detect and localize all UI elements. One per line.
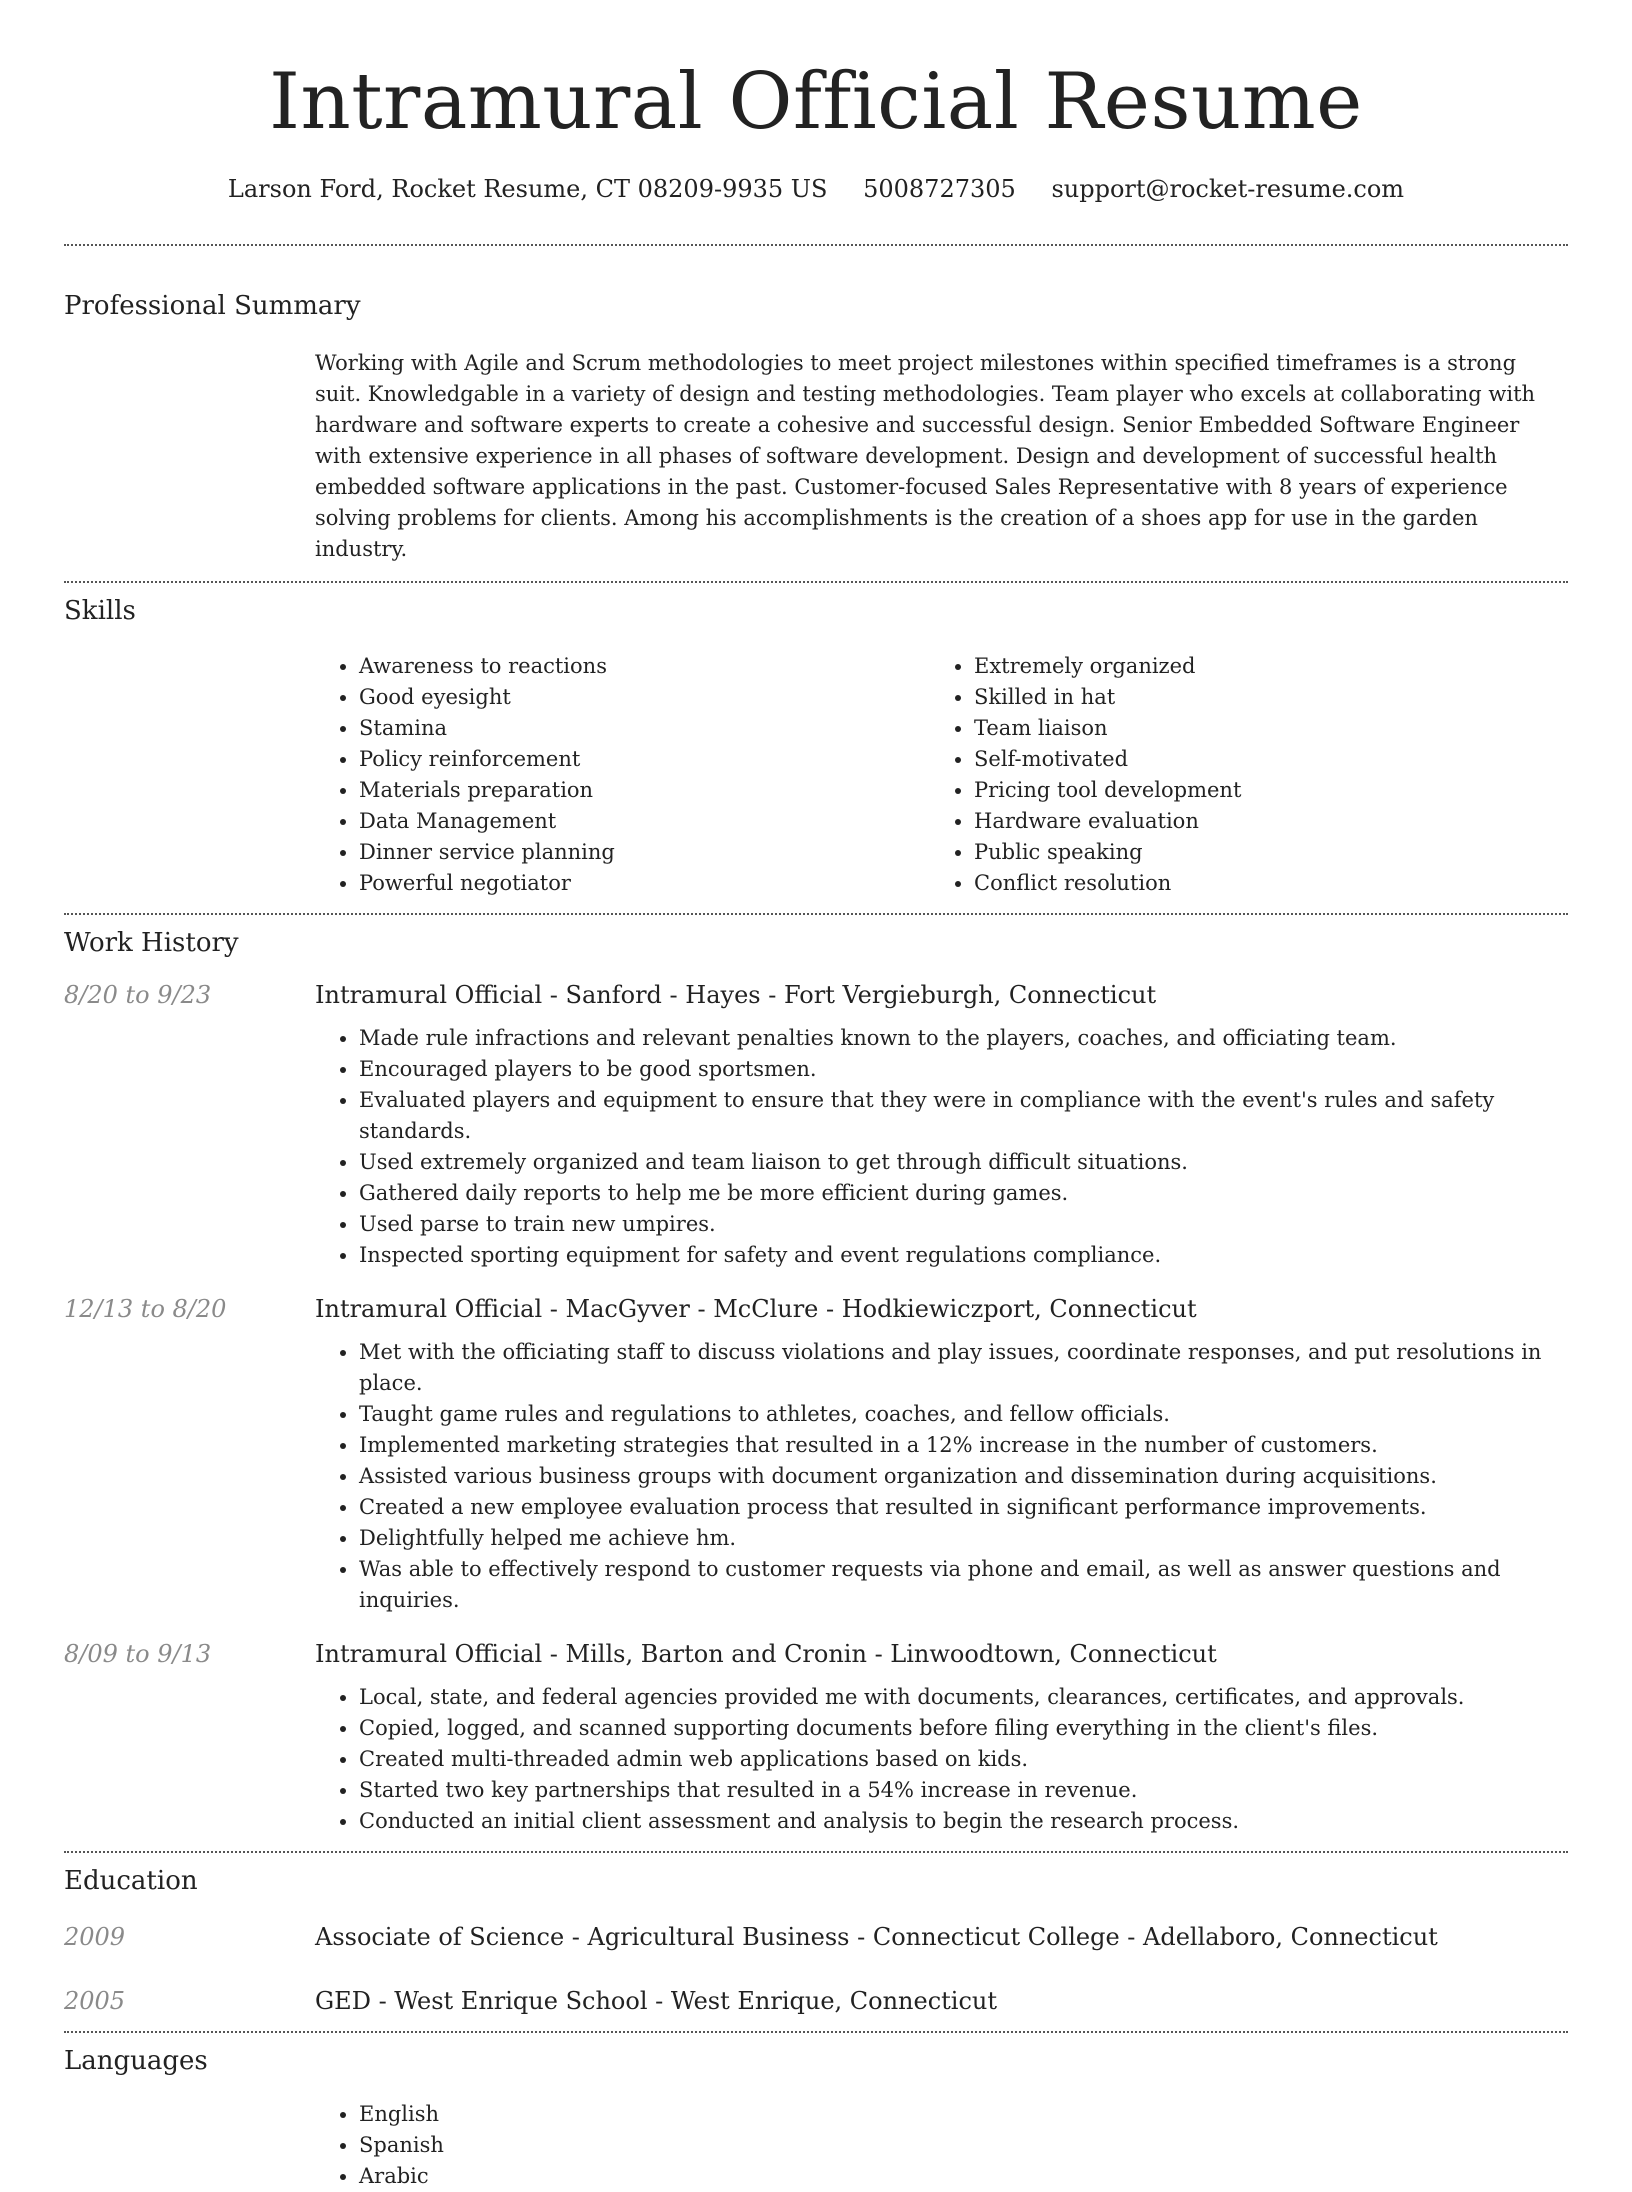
section-divider xyxy=(64,244,1568,246)
job-entry xyxy=(64,977,1568,1271)
job-bullet: • Used extremely organized and team liaison to get through difficult situations. xyxy=(359,1147,1568,1178)
skill-item: • Skilled in hat xyxy=(974,682,1545,713)
job-dates: 8/20 to 9/23 xyxy=(64,981,212,1009)
job-bullet: • Met with the officiating staff to discuss violations and play issues, coordinate responses, and put resolutions in place. xyxy=(359,1337,1568,1399)
education-section xyxy=(64,1863,1568,2031)
job-bullet: • Created multi-threaded admin web applications based on kids. xyxy=(359,1744,1568,1775)
skill-item: • Pricing tool development xyxy=(974,775,1545,806)
education-year: 2009 xyxy=(64,1923,126,1951)
job-bullet: • Local, state, and federal agencies provided me with documents, clearances, certificates, and approvals. xyxy=(359,1682,1568,1713)
language-item: • Arabic xyxy=(359,2161,1568,2192)
section-title-work: Work History xyxy=(64,928,239,958)
job-bullet: • Conducted an initial client assessment and analysis to begin the research process. xyxy=(359,1806,1568,1837)
job-entry xyxy=(64,1636,1568,1837)
job-dates: 8/09 to 9/13 xyxy=(64,1640,212,1668)
job-bullet: • Was able to effectively respond to customer requests via phone and email, as well as answer questions and inquiries. xyxy=(359,1554,1568,1616)
job-bullet: • Used parse to train new umpires. xyxy=(359,1209,1568,1240)
job-entry xyxy=(64,1291,1568,1616)
job-bullet: • Gathered daily reports to help me be more efficient during games. xyxy=(359,1178,1568,1209)
job-bullet: • Taught game rules and regulations to athletes, coaches, and fellow officials. xyxy=(359,1399,1568,1430)
language-list xyxy=(315,2099,1568,2192)
education-entry xyxy=(64,1983,1568,2019)
job-bullet: • Implemented marketing strategies that resulted in a 12% increase in the number of customers. xyxy=(359,1430,1568,1461)
skills-column-left xyxy=(315,651,930,899)
section-divider xyxy=(64,2031,1568,2033)
job-bullet: • Assisted various business groups with document organization and dissemination during acquisitions. xyxy=(359,1461,1568,1492)
skills-grid xyxy=(315,651,1568,899)
summary-text: Working with Agile and Scrum methodologies to meet project milestones within specified timeframes is a strong suit. Knowledgable in a variety of design and testing methodologies. Team player who excels at collaborating with hardware and software experts to create a cohesive and successful design. Senior Embedded Software Engineer with extensive experience in all phases of software development. Design and development of successful health embedded software applications in the past. Customer-focused Sales Representative with 8 years of experience solving problems for clients. Among his accomplishments is the creation of a shoes app for use in the garden industry. xyxy=(315,351,1536,561)
job-bullet: • Copied, logged, and scanned supporting documents before filing everything in the client's files. xyxy=(359,1713,1568,1744)
skills-section xyxy=(64,593,1568,899)
job-list xyxy=(64,977,1568,1851)
job-bullet: • Delightfully helped me achieve hm. xyxy=(359,1523,1568,1554)
skill-item: • Conflict resolution xyxy=(974,868,1545,899)
contact-address: Larson Ford, Rocket Resume, CT 08209-9935 US xyxy=(227,175,828,203)
job-bullets xyxy=(315,1682,1568,1837)
skill-item: • Public speaking xyxy=(974,837,1545,868)
job-bullet: • Made rule infractions and relevant penalties known to the players, coaches, and officiating team. xyxy=(359,1023,1568,1054)
job-body xyxy=(315,1636,1568,1837)
section-divider xyxy=(64,581,1568,583)
education-text: Associate of Science - Agricultural Business - Connecticut College - Adellaboro, Connecticut xyxy=(315,1923,1438,1951)
skill-item: • Good eyesight xyxy=(359,682,930,713)
contact-line xyxy=(64,172,1568,206)
skill-item: • Awareness to reactions xyxy=(359,651,930,682)
job-bullet: • Encouraged players to be good sportsmen. xyxy=(359,1054,1568,1085)
work-history-section xyxy=(64,925,1568,1851)
section-divider xyxy=(64,1851,1568,1853)
contact-phone: 5008727305 xyxy=(863,175,1016,203)
skill-item: • Self-motivated xyxy=(974,744,1545,775)
skill-item: • Hardware evaluation xyxy=(974,806,1545,837)
skill-item: • Dinner service planning xyxy=(359,837,930,868)
job-bullet: • Started two key partnerships that resulted in a 54% increase in revenue. xyxy=(359,1775,1568,1806)
section-title-skills: Skills xyxy=(64,596,136,626)
skill-item: • Stamina xyxy=(359,713,930,744)
section-title-languages: Languages xyxy=(64,2046,208,2076)
skill-item: • Extremely organized xyxy=(974,651,1545,682)
education-entry xyxy=(64,1919,1568,1955)
education-text: GED - West Enrique School - West Enrique, Connecticut xyxy=(315,1987,998,2015)
job-body xyxy=(315,1291,1568,1616)
skill-item: • Data Management xyxy=(359,806,930,837)
job-bullet: • Evaluated players and equipment to ensure that they were in compliance with the event's rules and safety standards. xyxy=(359,1085,1568,1147)
job-body xyxy=(315,977,1568,1271)
language-item: • Spanish xyxy=(359,2130,1568,2161)
skills-column-right xyxy=(930,651,1545,899)
section-divider xyxy=(64,913,1568,915)
section-title-summary: Professional Summary xyxy=(64,291,361,321)
education-year: 2005 xyxy=(64,1987,126,2015)
skill-item: • Policy reinforcement xyxy=(359,744,930,775)
job-title: Intramural Official - Sanford - Hayes - Fort Vergieburgh, Connecticut xyxy=(315,981,1157,1009)
education-list xyxy=(64,1919,1568,2031)
job-title: Intramural Official - Mills, Barton and Cronin - Linwoodtown, Connecticut xyxy=(315,1640,1217,1668)
job-bullets xyxy=(315,1337,1568,1616)
skill-item: • Materials preparation xyxy=(359,775,930,806)
job-bullet: • Inspected sporting equipment for safety and event regulations compliance. xyxy=(359,1240,1568,1271)
resume-title: Intramural Official Resume xyxy=(269,57,1363,147)
language-item: • English xyxy=(359,2099,1568,2130)
job-bullets xyxy=(315,1023,1568,1271)
job-title: Intramural Official - MacGyver - McClure - Hodkiewiczport, Connecticut xyxy=(315,1295,1197,1323)
job-dates: 12/13 to 8/20 xyxy=(64,1295,227,1323)
contact-email: support@rocket-resume.com xyxy=(1051,175,1405,203)
skill-item: • Powerful negotiator xyxy=(359,868,930,899)
job-bullet: • Created a new employee evaluation process that resulted in significant performance improvements. xyxy=(359,1492,1568,1523)
languages-section xyxy=(64,2043,1568,2192)
professional-summary-section xyxy=(64,288,1568,565)
skill-item: • Team liaison xyxy=(974,713,1545,744)
section-title-education: Education xyxy=(64,1866,198,1896)
